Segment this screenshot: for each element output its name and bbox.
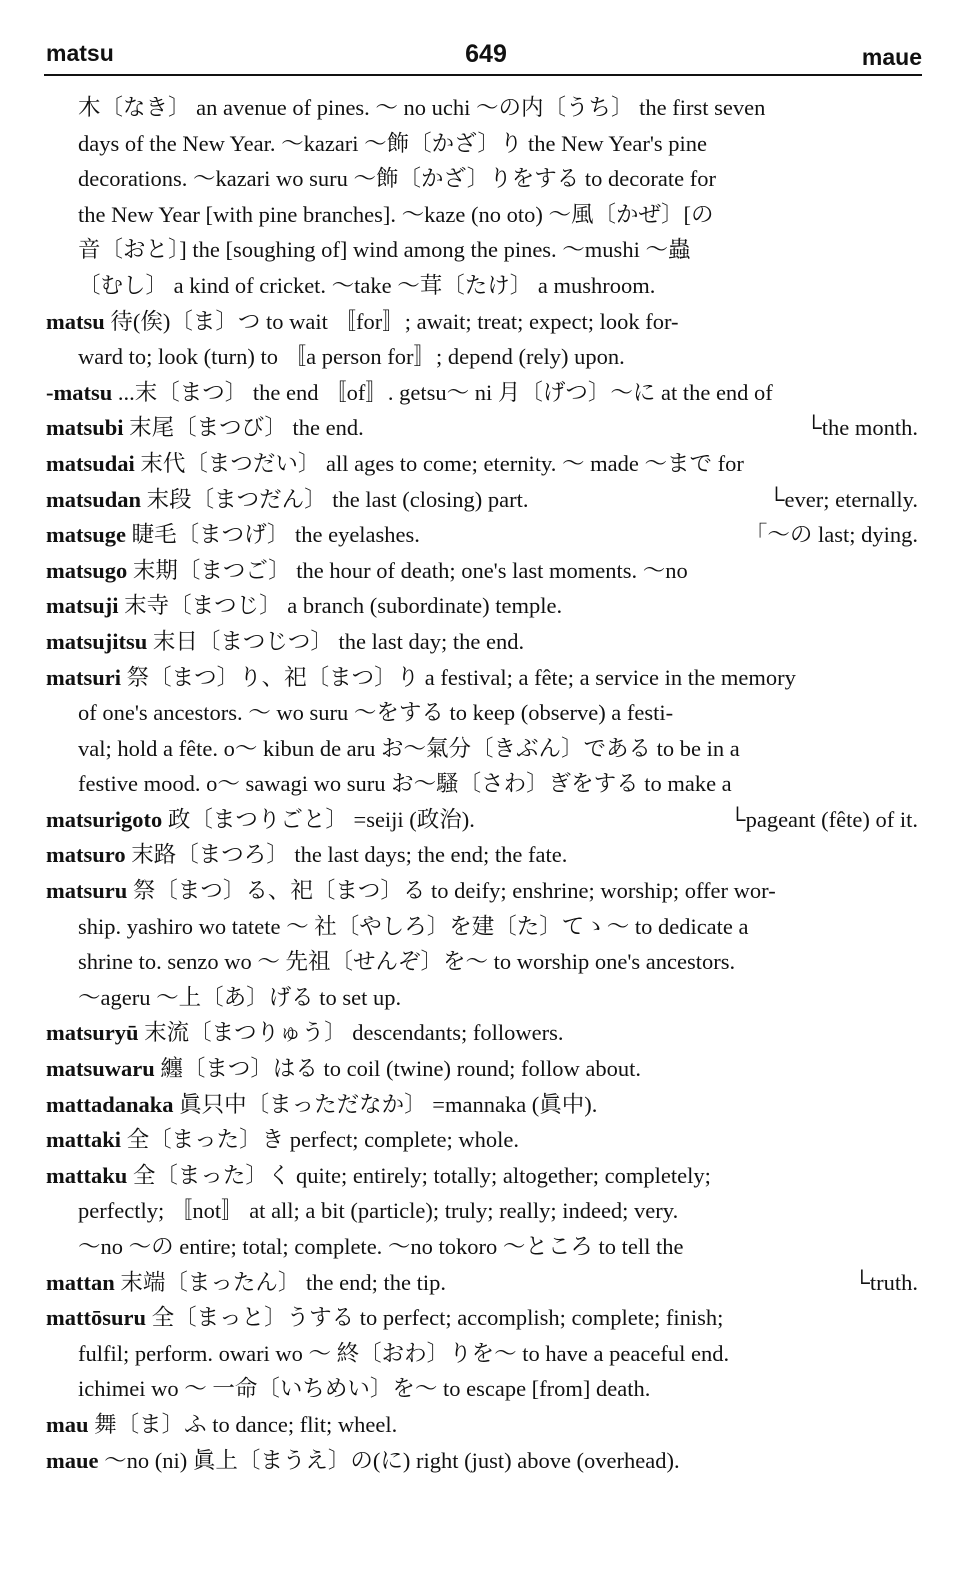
continuation-line [46,1229,920,1265]
continuation-line [46,1193,920,1229]
definition-text: ship. yashiro wo tatete ～ 社〔やしろ〕を建〔た〕てゝ～ to dedicate a [78,913,749,939]
runover-text: └ever; eternally. [768,486,918,512]
headword: mau [46,1411,89,1437]
definition-text: 末寺〔まつじ〕 a branch (subordinate) temple. [118,593,563,619]
definition-text: 全〔まった〕き perfect; complete; whole. [121,1127,520,1153]
headword: matsuru [46,878,128,904]
headword: matsuri [46,664,121,690]
definition-text: 政〔まつりごと〕 =seiji (政治). [162,806,475,832]
continuation-line [46,909,920,945]
headword: mattadanaka [46,1091,174,1117]
definition-text: 音〔おと〕] the [soughing of] wind among the pines. ～mushi ～蟲 [78,237,691,263]
entry-line [46,482,920,518]
continuation-line [46,1371,920,1407]
entry-line [46,837,920,873]
continuation-line [46,766,920,802]
continuation-line [46,268,920,304]
headword: mattaku [46,1162,128,1188]
header-rule [44,74,922,76]
entry-line [46,304,920,340]
headword: matsuji [46,593,119,619]
entry-line [46,410,920,446]
definition-text: 木〔なき〕 an avenue of pines. ～ no uchi ～の内〔うち〕 the first seven [78,95,766,120]
definition-text: val; hold a fête. o～ kibun de aru お～氣分〔きぶん〕である to be in a [78,735,740,761]
headword: matsudai [46,450,135,476]
entry-line [46,375,920,411]
definition-text: 末日〔まつじつ〕 the last day; the end. [147,628,525,654]
definition-text: 祭〔まつ〕る、祀〔まつ〕る to deify; enshrine; worship; offer wor- [127,878,776,904]
continuation-line [46,232,920,268]
definition-text: festive mood. o～ sawagi wo suru お～騷〔さわ〕ぎをする to make a [78,771,732,797]
headword: matsujitsu [46,628,148,654]
runover-text: └truth. [853,1269,918,1295]
entry-line [46,1015,920,1051]
definition-text: days of the New Year. ～kazari ～飾〔かざ〕り the New Year's pine [78,130,707,156]
entry-line [46,553,920,589]
definition-text: ward to; look (turn) to 〚a person for〛; depend (rely) upon. [78,344,625,370]
headword: mattōsuru [46,1305,146,1331]
definition-text: 末流〔まつりゅう〕 descendants; followers. [138,1020,564,1046]
entry-line [46,446,920,482]
definition-text: decorations. ～kazari wo suru ～飾〔かざ〕りをする to decorate for [78,166,717,192]
headword: matsuwaru [46,1056,155,1082]
continuation-line [46,731,920,767]
definition-text: 末路〔まつろ〕 the last days; the end; the fate. [125,842,568,868]
continuation-line [46,126,920,162]
continuation-line [46,695,920,731]
running-head [0,40,972,74]
runover-text: 「～の last; dying. [744,522,918,548]
entry-line [46,1443,920,1479]
continuation-line [46,944,920,980]
entry-line [46,1300,920,1336]
entry-line [46,517,920,553]
definition-text: 末段〔まつだん〕 the last (closing) part. [141,486,529,512]
definition-text: 纏〔まつ〕はる to coil (twine) round; follow about. [154,1056,641,1082]
definition-text: ～no (ni) 眞上〔まうえ〕の(に) right (just) above (overhead). [98,1447,680,1473]
headword: -matsu [46,379,113,405]
definition-text: 祭〔まつ〕り、祀〔まつ〕り a festival; a fête; a service in the memory [121,664,796,690]
definition-text: of one's ancestors. ～ wo suru ～をする to keep (observe) a festi- [78,700,674,726]
running-head-left: matsu [46,40,114,66]
continuation-line [46,90,920,126]
headword: matsuryū [46,1020,139,1046]
entry-line [46,624,920,660]
definition-text: shrine to. senzo wo ～ 先祖〔せんぞ〕を～ to worship one's ancestors. [78,949,736,975]
definition-text: perfectly; 〚not〛 at all; a bit (particle); truly; really; indeed; very. [78,1198,679,1224]
definition-text: 全〔まった〕く quite; entirely; totally; altogether; completely; [127,1162,711,1188]
entry-line [46,1407,920,1443]
headword: matsuge [46,522,126,548]
headword: matsuro [46,842,126,868]
headword: matsudan [46,486,142,512]
running-head-right: maue [861,44,922,70]
entry-list [46,90,920,1478]
headword: mattan [46,1269,115,1295]
headword: matsu [46,308,105,334]
entry-line [46,1122,920,1158]
continuation-line [46,980,920,1016]
entry-line [46,1265,920,1301]
entry-line [46,1051,920,1087]
entry-line [46,588,920,624]
definition-text: 舞〔ま〕ふ to dance; flit; wheel. [88,1411,398,1437]
definition-text: 全〔まっと〕うする to perfect; accomplish; complete; finish; [146,1305,724,1331]
entry-line [46,873,920,909]
runover-text: └the month. [805,415,918,441]
definition-text: ～ageru ～上〔あ〕げる to set up. [78,984,402,1010]
page-number: 649 [465,40,507,68]
definition-text: ～no ～の entire; total; complete. ～no tokoro ～ところ to tell the [78,1234,684,1259]
runover-text: └pageant (fête) of it. [729,806,918,832]
headword: matsurigoto [46,806,163,832]
definition-text: ichimei wo ～ 一命〔いちめい〕を～ to escape [from] death. [78,1376,651,1402]
headword: mattaki [46,1127,121,1153]
definition-text: 末端〔まったん〕 the end; the tip. [114,1269,446,1295]
definition-text: 末期〔まつご〕 the hour of death; one's last moments. ～no [127,557,688,583]
continuation-line [46,1336,920,1372]
continuation-line [46,161,920,197]
continuation-line [46,339,920,375]
definition-text: fulfil; perform. owari wo ～ 終〔おわ〕りを～ to have a peaceful end. [78,1340,730,1366]
definition-text: the New Year [with pine branches]. ～kaze (no oto) ～風〔かぜ〕[の [78,201,714,227]
entry-line [46,660,920,696]
headword: matsubi [46,415,124,441]
definition-text: 末代〔まつだい〕 all ages to come; eternity. ～ made ～まで for [134,450,744,476]
definition-text: 〔むし〕 a kind of cricket. ～take ～茸〔たけ〕 a mushroom. [78,272,656,298]
entry-line [46,1087,920,1123]
headword: maue [46,1447,99,1473]
continuation-line [46,197,920,233]
entry-line [46,802,920,838]
definition-text: 待(俟)〔ま〕つ to wait 〚for〛; await; treat; expect; look for- [104,308,679,334]
definition-text: 末尾〔まつび〕 the end. [123,415,364,441]
headword: matsugo [46,557,128,583]
definition-text: ...末〔まつ〕 the end 〚of〛. getsu～ ni 月〔げつ〕～に at the end of [112,379,773,405]
entry-line [46,1158,920,1194]
definition-text: 眞只中〔まっただなか〕 =mannaka (眞中). [173,1091,598,1117]
definition-text: 睫毛〔まつげ〕 the eyelashes. [126,522,420,548]
